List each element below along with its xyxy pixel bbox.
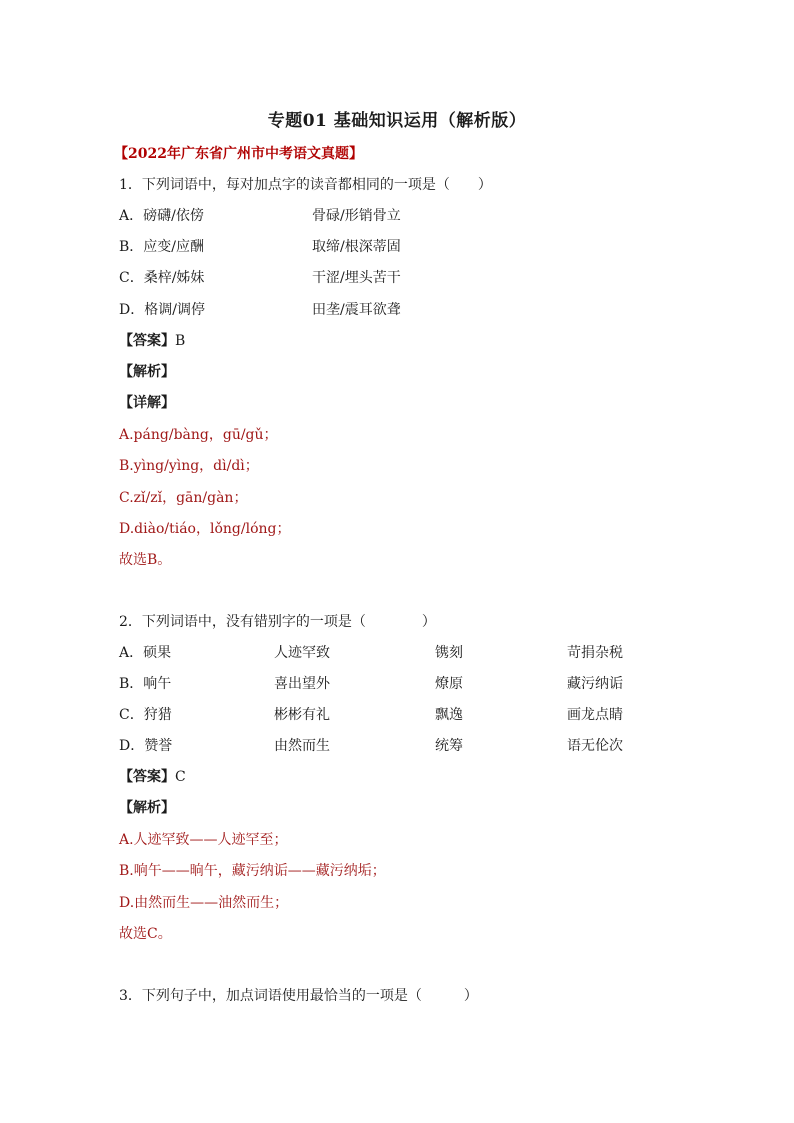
- q2-answer-label: 【答案】: [119, 769, 175, 785]
- q2-option-c-4: 画龙点睛: [567, 707, 623, 723]
- q1-detail-a: A.páng/bàng，gū/gǔ；: [119, 427, 278, 443]
- q1-option-d-right: 田垄/震耳欲聋: [312, 302, 401, 318]
- q2-option-a-4: 苛捐杂税: [567, 645, 623, 661]
- q1-option-a-right: 骨碌/形销骨立: [312, 208, 401, 224]
- q2-analysis-label: 【解析】: [119, 800, 175, 816]
- q2-answer-value: C: [175, 769, 186, 785]
- q2-option-b-4: 藏污纳诟: [567, 676, 623, 692]
- source-heading: 【2022年广东省广州市中考语文真题】: [114, 146, 363, 162]
- q1-option-b-left: B．应变/应酬: [119, 239, 205, 255]
- page-title: 专题01 基础知识运用（解析版）: [267, 111, 527, 131]
- q2-option-a-1: A．硕果: [119, 645, 172, 661]
- q1-answer-value: B: [175, 333, 186, 349]
- q2-option-a-3: 镌刻: [435, 645, 463, 661]
- q2-answer: [119, 768, 186, 786]
- q2-option-b-3: 燎原: [435, 676, 463, 692]
- q3-stem: 3．下列句子中，加点词语使用最恰当的一项是（ ）: [119, 988, 478, 1004]
- q2-option-a-2: 人迹罕致: [274, 645, 330, 661]
- q1-option-d-left: D．格调/调停: [119, 302, 205, 318]
- q2-option-d-4: 语无伦次: [567, 738, 623, 754]
- q1-detail-c: C.zǐ/zǐ，gān/gàn；: [119, 490, 248, 506]
- q1-conclusion: 故选B。: [119, 552, 172, 568]
- q2-detail-d: D.由然而生——油然而生；: [119, 895, 289, 911]
- q2-option-d-3: 统筹: [435, 738, 463, 754]
- q2-option-d-2: 由然而生: [274, 738, 330, 754]
- q2-option-d-1: D．赞誉: [119, 738, 173, 754]
- q1-option-a-left: A．磅礴/依傍: [119, 208, 204, 224]
- q2-stem: 2．下列词语中，没有错别字的一项是（ ）: [119, 614, 436, 630]
- q1-answer: [119, 332, 185, 350]
- q1-option-c-left: C．桑梓/姊妹: [119, 270, 205, 286]
- q2-option-c-2: 彬彬有礼: [274, 707, 330, 723]
- q1-detail-b: B.yìng/yìng，dì/dì；: [119, 458, 259, 474]
- q2-conclusion: 故选C。: [119, 926, 172, 942]
- q1-option-c-right: 干涩/埋头苦干: [312, 270, 401, 286]
- q1-option-b-right: 取缔/根深蒂固: [312, 239, 401, 255]
- q2-detail-b: B.响午——晌午，藏污纳诟——藏污纳垢；: [119, 863, 386, 879]
- q1-analysis-label: 【解析】: [119, 364, 175, 380]
- q1-detail-label: 【详解】: [119, 395, 175, 411]
- q2-option-c-1: C．狩猎: [119, 707, 172, 723]
- q2-detail-a: A.人迹罕致——人迹罕至；: [119, 832, 288, 848]
- q1-detail-d: D.diào/tiáo，lǒng/lóng；: [119, 521, 291, 537]
- q1-answer-label: 【答案】: [119, 333, 175, 349]
- q2-option-b-2: 喜出望外: [274, 676, 330, 692]
- q2-option-b-1: B．响午: [119, 676, 172, 692]
- q1-stem: 1．下列词语中，每对加点字的读音都相同的一项是（ ）: [119, 177, 492, 193]
- q2-option-c-3: 飘逸: [435, 707, 463, 723]
